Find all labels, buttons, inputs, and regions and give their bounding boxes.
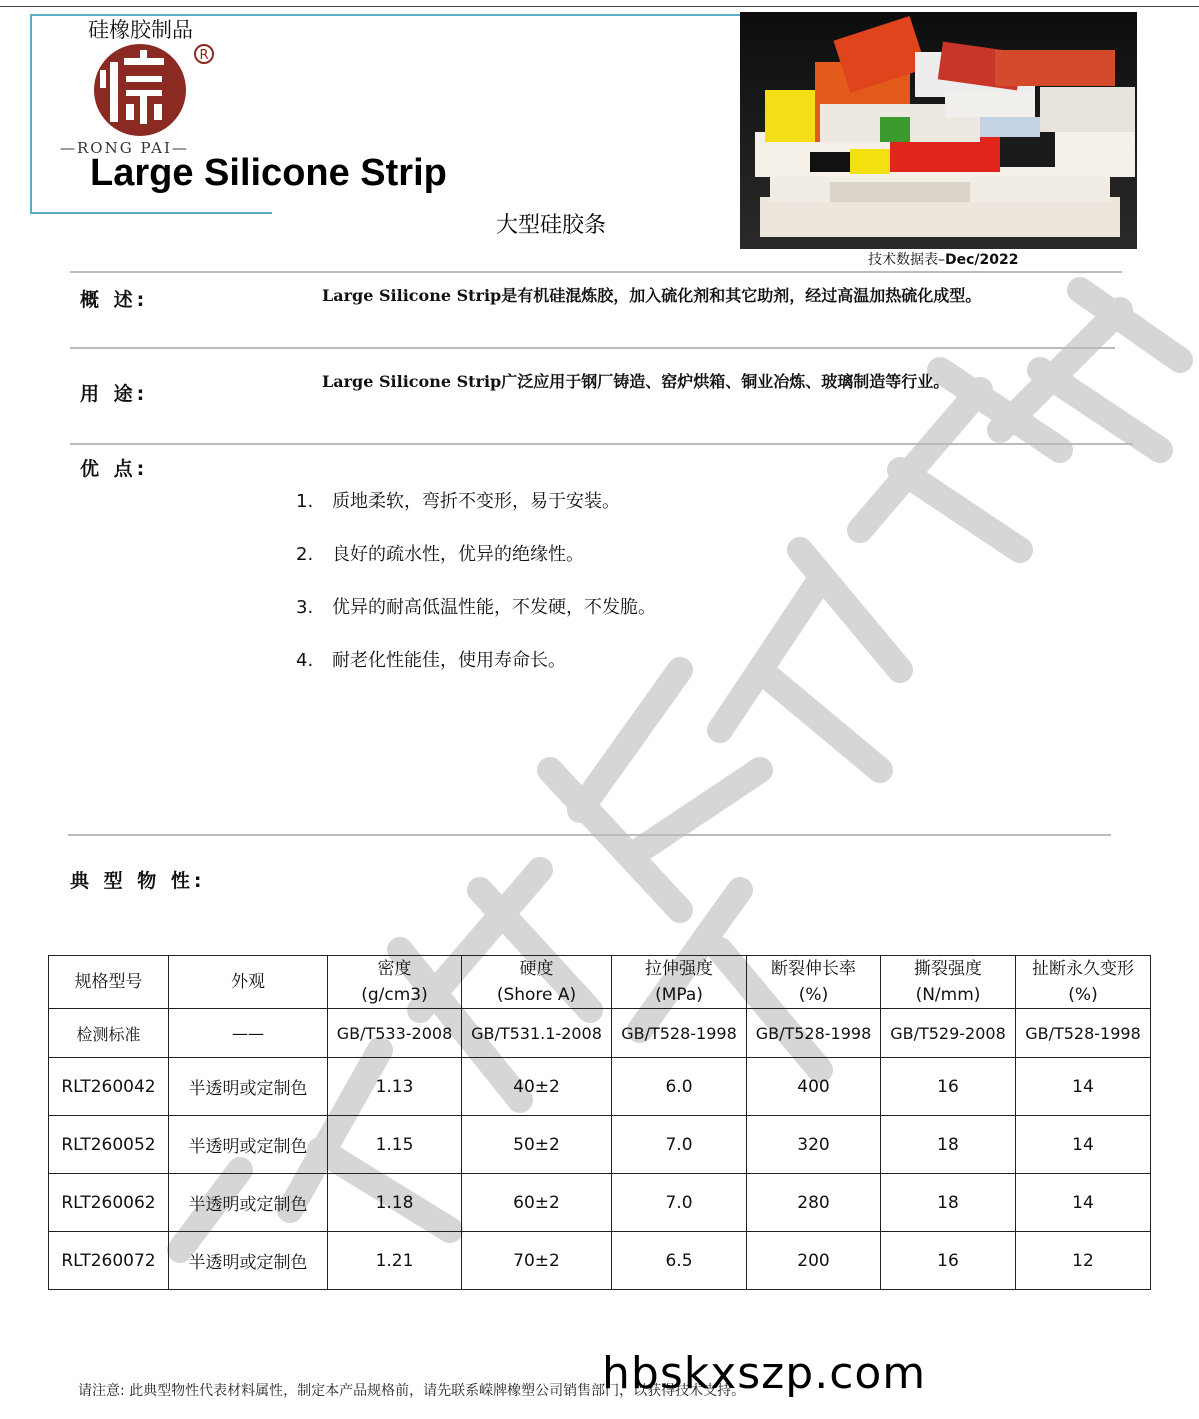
table-cell: 7.0 bbox=[612, 1116, 747, 1174]
standard-cell: GB/T533-2008 bbox=[328, 1009, 462, 1058]
table-cell: 18 bbox=[881, 1174, 1016, 1232]
table-cell: 12 bbox=[1016, 1232, 1151, 1290]
table-header-row bbox=[49, 956, 1151, 1009]
table-cell: 半透明或定制色 bbox=[169, 1116, 328, 1174]
table-cell: 1.21 bbox=[328, 1232, 462, 1290]
table-cell: 60±2 bbox=[462, 1174, 612, 1232]
datasheet-prefix: 技术数据表– bbox=[868, 252, 945, 268]
advantage-item bbox=[296, 540, 584, 566]
table-cell: 1.15 bbox=[328, 1116, 462, 1174]
advantage-number: 3. bbox=[296, 597, 314, 618]
table-cell: 1.13 bbox=[328, 1058, 462, 1116]
divider bbox=[70, 271, 1122, 273]
header-cell: 扯断永久变形 (%) bbox=[1016, 956, 1151, 1009]
divider bbox=[70, 443, 1133, 445]
standard-cell: —— bbox=[169, 1009, 328, 1058]
header-cell: 拉伸强度 (MPa) bbox=[612, 956, 747, 1009]
table-cell: 70±2 bbox=[462, 1232, 612, 1290]
table-cell: 14 bbox=[1016, 1058, 1151, 1116]
advantage-text: 良好的疏水性，优异的绝缘性。 bbox=[332, 544, 584, 565]
datasheet-date-line bbox=[868, 249, 1019, 269]
standard-cell: GB/T528-1998 bbox=[1016, 1009, 1151, 1058]
header-frame-bottom bbox=[30, 212, 272, 214]
advantage-number: 1. bbox=[296, 491, 314, 512]
advantages-label: 优 点: bbox=[80, 458, 149, 480]
note-text: 此典型物性代表材料属性，制定本产品规格前，请先联系嵘牌橡塑公司销售部门，以获得技术支持。 bbox=[124, 1383, 746, 1399]
usage-text: Large Silicone Strip广泛应用于钢厂铸造、窑炉烘箱、铜业冶炼、玻璃制造等行业。 bbox=[322, 372, 950, 391]
header-cell: 密度 (g/cm3) bbox=[328, 956, 462, 1009]
advantage-text: 质地柔软，弯折不变形，易于安装。 bbox=[332, 491, 620, 512]
note-prefix: 请注意: bbox=[78, 1383, 125, 1399]
header-cell: 撕裂强度 (N/mm) bbox=[881, 956, 1016, 1009]
overview-text: Large Silicone Strip是有机硅混炼胶，加入硫化剂和其它助剂，经过高温加热硫化成型。 bbox=[322, 286, 982, 305]
table-cell: RLT260072 bbox=[49, 1232, 169, 1290]
header-cell: 外观 bbox=[169, 956, 328, 1009]
table-cell: 320 bbox=[747, 1116, 881, 1174]
table-cell: 400 bbox=[747, 1058, 881, 1116]
table-cell: 14 bbox=[1016, 1174, 1151, 1232]
table-row bbox=[49, 1232, 1151, 1290]
header-cell: 规格型号 bbox=[49, 956, 169, 1009]
overview-label: 概 述: bbox=[80, 289, 149, 311]
table-cell: 40±2 bbox=[462, 1058, 612, 1116]
brand-english-name: —RONG PAI— bbox=[60, 139, 189, 157]
table-cell: 280 bbox=[747, 1174, 881, 1232]
table-cell: 6.5 bbox=[612, 1232, 747, 1290]
table-cell: 18 bbox=[881, 1116, 1016, 1174]
table-cell: 半透明或定制色 bbox=[169, 1232, 328, 1290]
table-cell: 6.0 bbox=[612, 1058, 747, 1116]
advantage-item bbox=[296, 593, 656, 619]
table-cell: RLT260052 bbox=[49, 1116, 169, 1174]
svg-text:R: R bbox=[199, 48, 209, 63]
product-photo bbox=[740, 12, 1137, 249]
table-cell: 200 bbox=[747, 1232, 881, 1290]
table-cell: 14 bbox=[1016, 1116, 1151, 1174]
advantage-number: 4. bbox=[296, 650, 314, 671]
properties-label: 典 型 物 性: bbox=[70, 870, 206, 892]
table-row bbox=[49, 1116, 1151, 1174]
top-rule bbox=[0, 6, 1199, 7]
standard-cell: GB/T528-1998 bbox=[747, 1009, 881, 1058]
table-cell: RLT260062 bbox=[49, 1174, 169, 1232]
datasheet-date: Dec/2022 bbox=[945, 252, 1019, 268]
advantage-item bbox=[296, 646, 566, 672]
table-cell: RLT260042 bbox=[49, 1058, 169, 1116]
properties-table bbox=[48, 955, 1151, 1290]
table-cell: 半透明或定制色 bbox=[169, 1058, 328, 1116]
divider bbox=[70, 347, 1115, 349]
advantage-text: 优异的耐高低温性能，不发硬，不发脆。 bbox=[332, 597, 656, 618]
website-url: hbskxszp.com bbox=[602, 1348, 927, 1399]
advantage-number: 2. bbox=[296, 544, 314, 565]
standard-cell: GB/T528-1998 bbox=[612, 1009, 747, 1058]
table-cell: 1.18 bbox=[328, 1174, 462, 1232]
rongpai-logo-icon bbox=[88, 40, 218, 140]
divider bbox=[68, 834, 1111, 836]
table-cell: 16 bbox=[881, 1232, 1016, 1290]
page-subtitle: 大型硅胶条 bbox=[496, 213, 607, 238]
standards-row bbox=[49, 1009, 1151, 1058]
brand-chinese-name: 硅橡胶制品 bbox=[88, 18, 193, 42]
table-row bbox=[49, 1174, 1151, 1232]
standard-cell: 检测标准 bbox=[49, 1009, 169, 1058]
standard-cell: GB/T531.1-2008 bbox=[462, 1009, 612, 1058]
header-frame-left bbox=[30, 14, 32, 214]
table-cell: 16 bbox=[881, 1058, 1016, 1116]
usage-label: 用 途: bbox=[80, 383, 149, 405]
table-cell: 50±2 bbox=[462, 1116, 612, 1174]
header-cell: 断裂伸长率 (%) bbox=[747, 956, 881, 1009]
advantage-text: 耐老化性能佳，使用寿命长。 bbox=[332, 650, 566, 671]
header-cell: 硬度 (Shore A) bbox=[462, 956, 612, 1009]
table-cell: 半透明或定制色 bbox=[169, 1174, 328, 1232]
page-title: Large Silicone Strip bbox=[90, 152, 447, 194]
advantage-item bbox=[296, 487, 620, 513]
standard-cell: GB/T529-2008 bbox=[881, 1009, 1016, 1058]
table-row bbox=[49, 1058, 1151, 1116]
table-cell: 7.0 bbox=[612, 1174, 747, 1232]
